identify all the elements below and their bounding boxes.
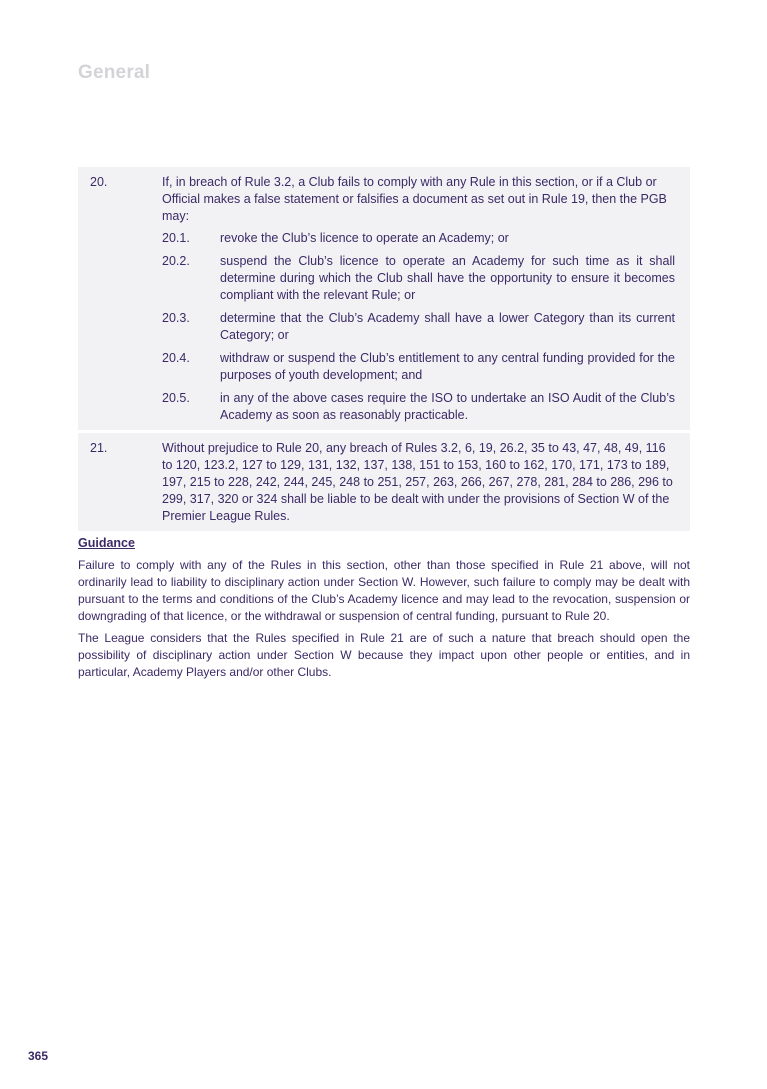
guidance-paragraph: The League considers that the Rules specified in Rule 21 are of such a nature that breach should open the possibility of disciplinary action under Section W because they impact upon other people or entities, and in particular, Academy Players and/or other Clubs. <box>78 631 690 679</box>
sub-rule-number: 20.5. <box>162 391 190 405</box>
rule-body <box>162 174 675 424</box>
sub-rule-20-4 <box>162 350 675 384</box>
sub-rule-number: 20.4. <box>162 351 190 365</box>
page-number: 365 <box>28 1049 49 1063</box>
sub-rule-text: withdraw or suspend the Club’s entitlement to any central funding provided for the purposes of youth development; and <box>220 351 675 382</box>
sub-rule-20-1 <box>162 230 675 247</box>
sub-rule-text: in any of the above cases require the ISO to undertake an ISO Audit of the Club’s Academy as soon as reasonably practicable. <box>220 391 675 422</box>
rule-text: Without prejudice to Rule 20, any breach of Rules 3.2, 6, 19, 26.2, 35 to 43, 47, 48, 49, 116 to 120, 123.2, 127 to 129, 131, 132, 137, 138, 151 to 153, 160 to 162, 170, 171, 173 to 189, 197, 215 to 228, 242, 244, 245, 248 to 251, 257, 263, 266, 267, 278, 281, 284 to 286, 296 to 299, 317, 320 or 324 shall be liable to be dealt with under the provisions of Section W of the Premier League Rules. <box>162 441 673 523</box>
sub-rule-20-5 <box>162 390 675 424</box>
sub-rule-number: 20.1. <box>162 231 190 245</box>
rule-body <box>162 440 675 525</box>
guidance-section <box>78 535 690 686</box>
rule-row-21 <box>78 433 690 531</box>
rules-table <box>78 167 690 531</box>
sub-rule-20-2 <box>162 253 675 304</box>
rule-text: If, in breach of Rule 3.2, a Club fails to comply with any Rule in this section, or if a Club or Official makes a false statement or falsifies a document as set out in Rule 19, then the PGB may: <box>162 175 667 223</box>
guidance-paragraph: Failure to comply with any of the Rules in this section, other than those specified in Rule 21 above, will not ordinarily lead to liability to disciplinary action under Section W. However, such failure to comply may be dealt with pursuant to the terms and conditions of the Club’s Academy licence and may lead to the revocation, suspension or downgrading of that licence, or the withdrawal or suspension of central funding, pursuant to Rule 20. <box>78 558 690 623</box>
rule-number: 20. <box>90 175 108 189</box>
sub-rule-number: 20.3. <box>162 311 190 325</box>
sub-rule-text: suspend the Club’s licence to operate an Academy for such time as it shall determine during which the Club shall have the opportunity to ensure it becomes compliant with the relevant Rule; or <box>220 254 675 302</box>
rule-number: 21. <box>90 441 108 455</box>
sub-rule-list <box>162 230 675 424</box>
guidance-title: Guidance <box>78 536 135 550</box>
sub-rule-number: 20.2. <box>162 254 190 268</box>
rule-row-20 <box>78 167 690 430</box>
sub-rule-text: revoke the Club’s licence to operate an Academy; or <box>220 231 509 245</box>
section-header: General <box>78 62 151 83</box>
sub-rule-20-3 <box>162 310 675 344</box>
sub-rule-text: determine that the Club’s Academy shall have a lower Category than its current Category; or <box>220 311 675 342</box>
